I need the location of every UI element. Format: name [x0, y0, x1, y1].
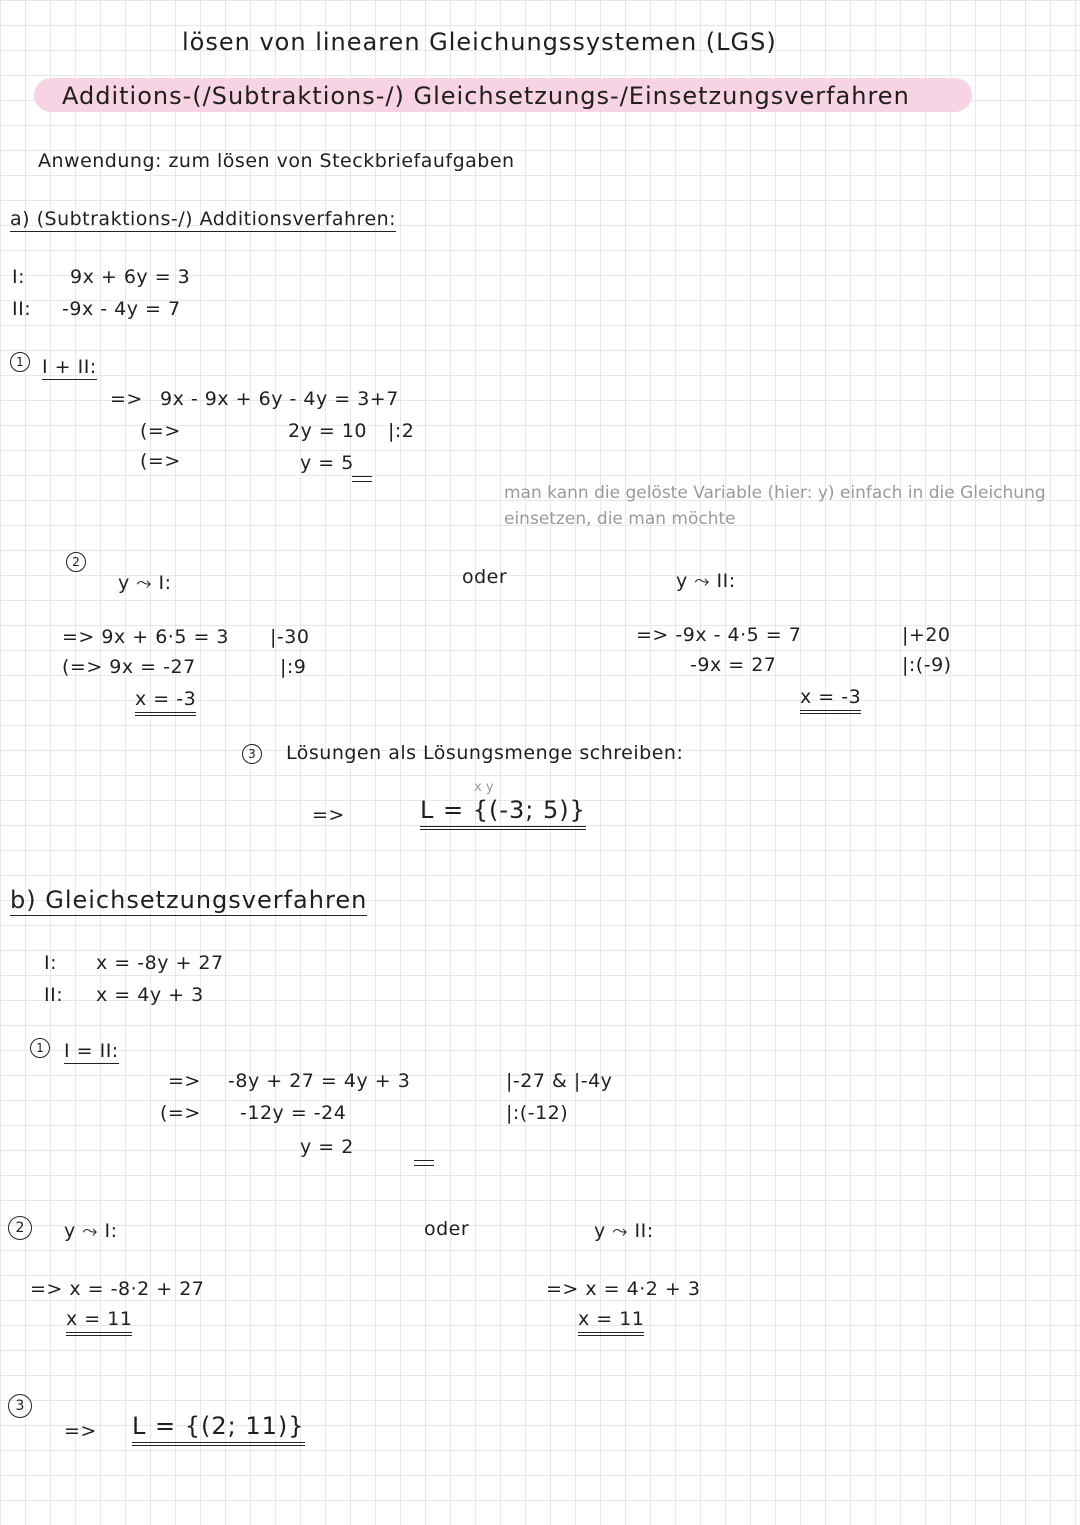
b-eq2-label: II:	[44, 984, 64, 1006]
a-step2-marker: 2	[66, 552, 86, 572]
b-step3-marker: 3	[8, 1394, 32, 1418]
a-s2-right-line3: x = -3	[800, 686, 861, 714]
b-s2-left-line2: x = 11	[66, 1308, 132, 1336]
a-s1-line2-op: |:2	[388, 420, 415, 442]
b-s1-line3: y = 2	[300, 1136, 354, 1158]
a-s2-right-line2: -9x = 27	[690, 654, 777, 676]
b-s2-left-line1: => x = -8·2 + 27	[30, 1278, 205, 1300]
a-s1-line1: 9x - 9x + 6y - 4y = 3+7	[160, 388, 399, 410]
a-xy-labels: x y	[474, 780, 494, 795]
b-s2-right-line1: => x = 4·2 + 3	[546, 1278, 701, 1300]
a-s1-arrow2: (=>	[140, 420, 181, 442]
a-s1-line2: 2y = 10	[288, 420, 368, 442]
b-step2-marker: 2	[8, 1216, 32, 1240]
b-s2-right-title: y ⤳ II:	[594, 1220, 654, 1242]
a-step1-title: I + II:	[42, 356, 97, 378]
b-s2-right-line2: x = 11	[578, 1308, 644, 1336]
b-result-arrow: =>	[64, 1420, 97, 1442]
a-step3-marker: 3	[242, 744, 262, 764]
a-eq2: -9x - 4y = 7	[62, 298, 181, 320]
b-s1-arrow2: (=>	[160, 1102, 201, 1124]
a-s2-left-line1: => 9x + 6·5 = 3	[62, 626, 230, 648]
a-step1-marker: 1	[10, 352, 30, 372]
a-result: L = {(-3; 5)}	[420, 796, 586, 830]
b-step1-title: I = II:	[64, 1040, 119, 1062]
a-step3-title: Lösungen als Lösungsmenge schreiben:	[286, 742, 684, 764]
b-s1-line2: -12y = -24	[240, 1102, 347, 1124]
a-s2-right-line1: => -9x - 4·5 = 7	[636, 624, 802, 646]
b-step1-marker: 1	[30, 1038, 50, 1058]
section-b-heading: b) Gleichsetzungsverfahren	[10, 886, 368, 914]
a-s2-right-title: y ⤳ II:	[676, 570, 736, 592]
a-s2-left-line1-op: |-30	[270, 626, 310, 648]
b-oder: oder	[424, 1218, 470, 1240]
page-subtitle: Additions-(/Subtraktions-/) Gleichsetzungs-/Einsetzungsverfahren	[62, 82, 910, 110]
a-s2-left-line2: (=> 9x = -27	[62, 656, 196, 678]
a-eq1-label: I:	[12, 266, 26, 288]
a-eq2-label: II:	[12, 298, 32, 320]
a-s1-line3: y = 5	[300, 452, 354, 474]
b-y-result-underline	[414, 1160, 434, 1166]
b-s1-line2-op: |:(-12)	[506, 1102, 569, 1124]
b-eq1: x = -8y + 27	[96, 952, 224, 974]
b-result: L = {(2; 11)}	[132, 1412, 305, 1446]
a-s1-arrow3: (=>	[140, 450, 181, 472]
b-eq1-label: I:	[44, 952, 58, 974]
a-s1-arrow1: =>	[110, 388, 143, 410]
anwendung-text: Anwendung: zum lösen von Steckbriefaufgaben	[38, 150, 515, 172]
a-oder: oder	[462, 566, 508, 588]
a-eq1: 9x + 6y = 3	[70, 266, 191, 288]
a-s2-left-line3: x = -3	[135, 688, 196, 716]
a-s2-right-line1-op: |+20	[902, 624, 951, 646]
a-s2-right-line2-op: |:(-9)	[902, 654, 952, 676]
page-title: lösen von linearen Gleichungssystemen (LGS)	[182, 28, 777, 56]
b-s1-arrow1: =>	[168, 1070, 201, 1092]
a-result-arrow: =>	[312, 804, 345, 826]
a-note: man kann die gelöste Variable (hier: y) einfach in die Gleichung einsetzen, die man möchte	[504, 483, 1046, 529]
section-a-heading: a) (Subtraktions-/) Additionsverfahren:	[10, 208, 397, 230]
b-s1-line1: -8y + 27 = 4y + 3	[228, 1070, 411, 1092]
a-s2-left-line2-op: |:9	[280, 656, 307, 678]
b-eq2: x = 4y + 3	[96, 984, 204, 1006]
b-s1-line1-op: |-27 & |-4y	[506, 1070, 613, 1092]
a-y-result-underline	[352, 476, 372, 482]
a-s2-left-title: y ⤳ I:	[118, 572, 172, 594]
b-s2-left-title: y ⤳ I:	[64, 1220, 118, 1242]
